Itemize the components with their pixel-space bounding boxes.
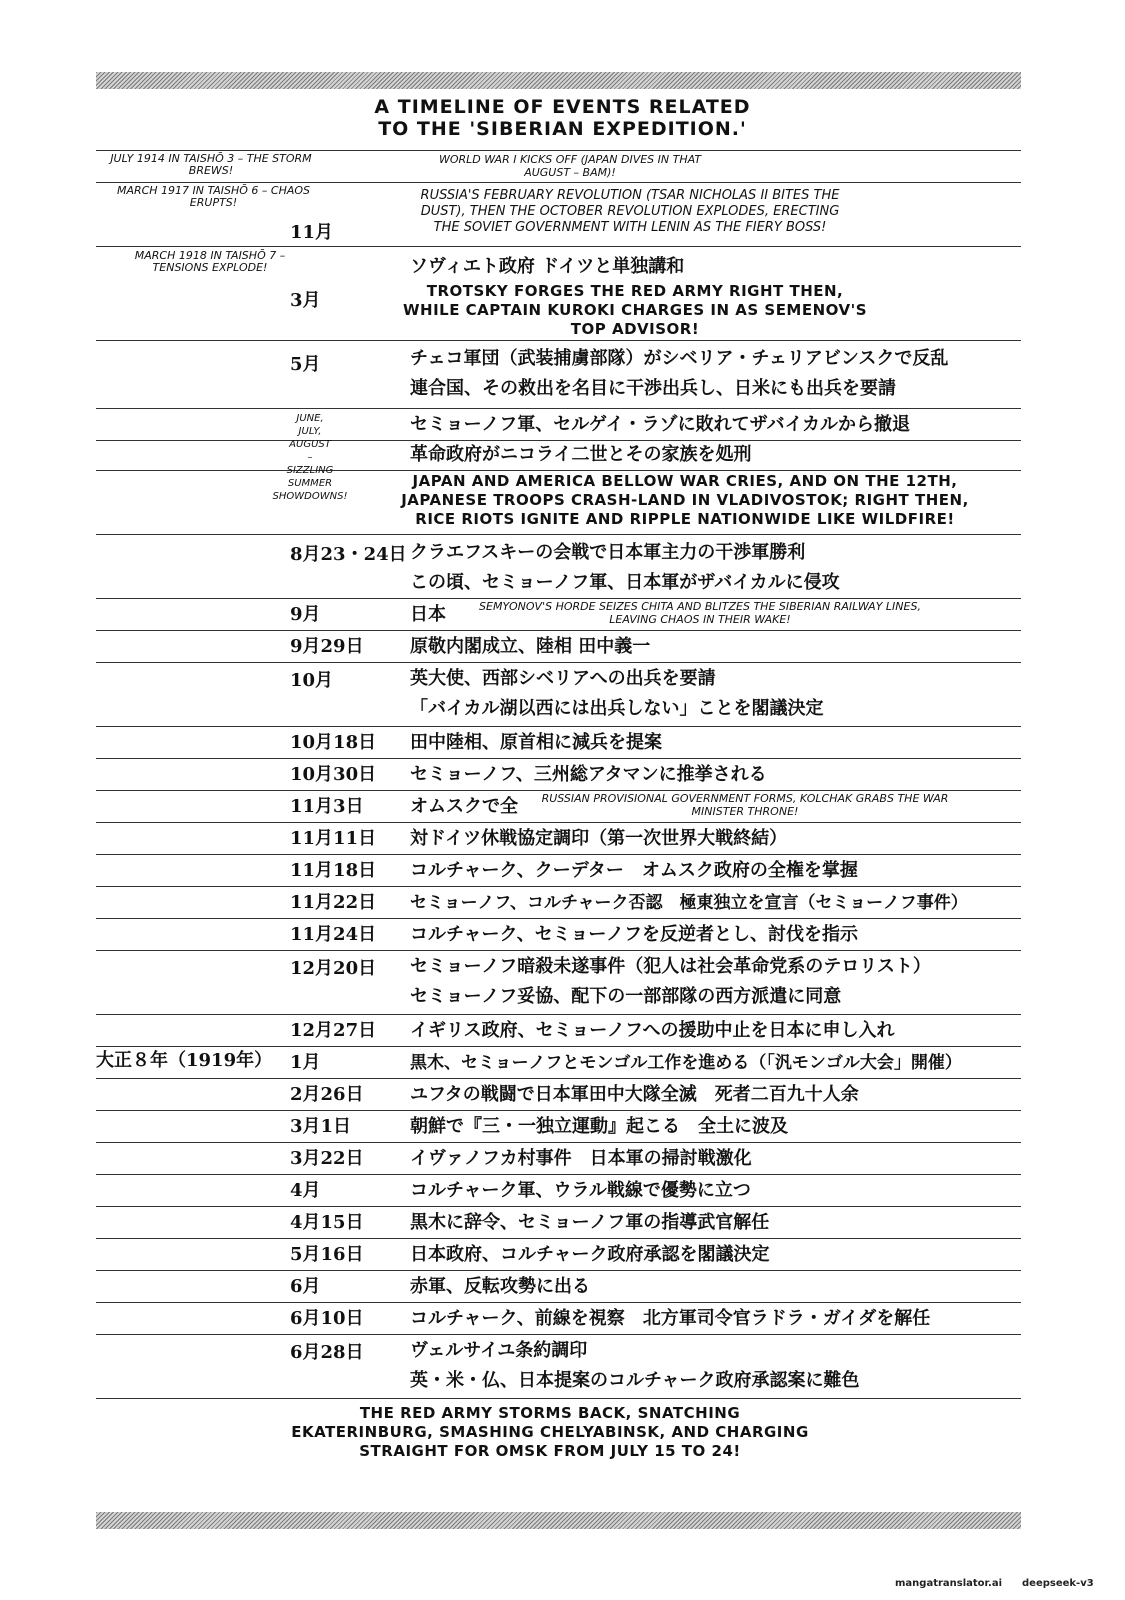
row-divider (96, 822, 1021, 823)
date-apr: 4月 (290, 1180, 321, 1201)
event-feb26: ユフタの戦闘で日本軍田中大隊全滅 死者二百九十人余 (410, 1084, 859, 1105)
date-may: 5月 (290, 354, 321, 375)
date-nov22: 11月22日 (290, 892, 377, 913)
era-1918: MARCH 1918 IN TAISHŌ 7 – TENSIONS EXPLODE! (134, 249, 286, 274)
date-apr15: 4月15日 (290, 1212, 364, 1233)
date-oct30: 10月30日 (290, 764, 377, 785)
row-divider (96, 790, 1021, 791)
event-nov11: 対ドイツ休戦協定調印（第一次世界大戦終結） (410, 828, 788, 849)
event-nov3-jp: オムスクで全 (410, 796, 518, 817)
event-tsar-execution: 革命政府がニコライ二世とその家族を処刑 (410, 444, 752, 465)
row-divider (96, 246, 1021, 247)
era-1914: JULY 1914 IN TAISHŌ 3 – THE STORM BREWS! (110, 152, 312, 177)
date-sep29: 9月29日 (290, 636, 364, 657)
top-decorative-band (96, 72, 1021, 89)
event-dec27: イギリス政府、セミョーノフへの援助中止を日本に申し入れ (410, 1020, 895, 1041)
event-apr15: 黒木に辞令、セミョーノフ軍の指導武官解任 (410, 1212, 770, 1233)
row-divider (96, 918, 1021, 919)
page-title-line-2: TO THE 'SIBERIAN EXPEDITION.' (378, 118, 747, 140)
row-divider (96, 1270, 1021, 1271)
event-jan: 黒木、セミョーノフとモンゴル工作を進める（「汎モンゴル大会」開催） (410, 1053, 962, 1073)
event-nov22: セミョーノフ、コルチャーク否認 極東独立を宣言（セミョーノフ事件） (410, 893, 968, 913)
date-may16: 5月16日 (290, 1244, 364, 1265)
date-nov24: 11月24日 (290, 924, 377, 945)
date-nov18: 11月18日 (290, 860, 377, 881)
row-divider (96, 1398, 1021, 1399)
event-mar1: 朝鮮で『三・一独立運動』起こる 全土に波及 (410, 1116, 788, 1137)
event-jun28: ヴェルサイユ条約調印 英・米・仏、日本提案のコルチャーク政府承認案に難色 (410, 1340, 860, 1391)
date-dec27: 12月27日 (290, 1020, 377, 1041)
page-title-line-1: A TIMELINE OF EVENTS RELATED (374, 96, 751, 118)
event-sep: SEMYONOV'S HORDE SEIZES CHITA AND BLITZES THE SIBERIAN RAILWAY LINES, LEAVING CHAOS IN THEIR WAKE! (479, 600, 921, 626)
row-divider (96, 340, 1021, 341)
row-divider (96, 1110, 1021, 1111)
event-may16: 日本政府、コルチャーク政府承認を閣議決定 (410, 1244, 770, 1265)
event-oct18: 田中陸相、原首相に減兵を提案 (410, 732, 662, 753)
date-nov11: 11月11日 (290, 828, 377, 849)
row-divider (96, 630, 1021, 631)
date-mar1: 3月1日 (290, 1116, 352, 1137)
row-divider (96, 726, 1021, 727)
event-revolution-1917: RUSSIA'S FEBRUARY REVOLUTION (TSAR NICHOLAS II BITES THE DUST), THEN THE OCTOBER REVOLUTION EXPLODES, ERECTING THE SOVIET GOVERNMENT WITH LENIN AS THE FIERY BOSS! (420, 188, 840, 235)
event-nov-peace: ソヴィエト政府 ドイツと単独講和 (410, 256, 685, 277)
event-aug: JAPAN AND AMERICA BELLOW WAR CRIES, AND ON THE 12TH, JAPANESE TROOPS CRASH-LAND IN VLADIVOSTOK; RIGHT THEN, RICE RIOTS IGNITE AND RIPPLE NATIONWIDE LIKE WILDFIRE! (401, 472, 969, 528)
row-divider (96, 662, 1021, 663)
event-oct: 英大使、西部シベリアへの出兵を要請 「バイカル湖以西には出兵しない」ことを閣議決定 (410, 668, 824, 719)
footer-site: mangatranslator.ai (895, 1578, 1003, 1589)
row-divider (96, 1302, 1021, 1303)
row-divider (96, 1078, 1021, 1079)
date-aug2324: 8月23・24日 (290, 544, 407, 565)
row-divider (96, 182, 1021, 183)
row-divider (96, 1206, 1021, 1207)
row-divider (96, 886, 1021, 887)
row-divider (96, 534, 1021, 535)
date-oct18: 10月18日 (290, 732, 377, 753)
date-sep: 9月 (290, 604, 321, 625)
date-mar: 3月 (290, 290, 321, 311)
row-divider (96, 408, 1021, 409)
event-mar22: イヴァノフカ村事件 日本軍の掃討戦激化 (410, 1148, 752, 1169)
row-divider (96, 1238, 1021, 1239)
event-jul: THE RED ARMY STORMS BACK, SNATCHING EKATERINBURG, SMASHING CHELYABINSK, AND CHARGING STRAIGHT FOR OMSK FROM JULY 15 TO 24! (291, 1404, 809, 1460)
row-divider (96, 950, 1021, 951)
date-oct: 10月 (290, 670, 334, 691)
date-jan: 1月 (290, 1052, 321, 1073)
event-ww1: WORLD WAR I KICKS OFF (JAPAN DIVES IN THAT AUGUST – BAM)! (438, 153, 702, 179)
row-divider (96, 758, 1021, 759)
date-dec20: 12月20日 (290, 958, 377, 979)
event-apr: コルチャーク軍、ウラル戦線で優勢に立つ (410, 1180, 751, 1201)
event-nov3: RUSSIAN PROVISIONAL GOVERNMENT FORMS, KOLCHAK GRABS THE WAR MINISTER THRONE! (541, 792, 949, 818)
row-divider (96, 470, 1021, 471)
row-divider (96, 1014, 1021, 1015)
event-oct30: セミョーノフ、三州総アタマンに推挙される (410, 764, 767, 785)
date-nov3: 11月3日 (290, 796, 364, 817)
event-nov18: コルチャーク、クーデター オムスク政府の全権を掌握 (410, 860, 858, 881)
row-divider (96, 150, 1021, 151)
era-summer: JUNE, JULY, AUGUST – SIZZLING SUMMER SHOWDOWNS! (272, 413, 348, 502)
date-mar22: 3月22日 (290, 1148, 364, 1169)
bottom-decorative-band (96, 1512, 1021, 1529)
event-sep-jp: 日本 (410, 604, 446, 625)
event-nov24: コルチャーク、セミョーノフを反逆者とし、討伐を指示 (410, 924, 859, 945)
date-nov: 11月 (290, 222, 334, 243)
event-aug2324: クラエフスキーの会戦で日本軍主力の干渉軍勝利 この頃、セミョーノフ軍、日本軍がザバイカルに侵攻 (410, 542, 840, 593)
row-divider (96, 1174, 1021, 1175)
row-divider (96, 1142, 1021, 1143)
date-jun28: 6月28日 (290, 1342, 364, 1363)
event-may: チェコ軍団（武装捕虜部隊）がシベリア・チェリアビンスクで反乱 連合国、その救出を名目に干渉出兵し、日米にも出兵を要請 (410, 348, 949, 399)
event-semenov-retreat: セミョーノフ軍、セルゲイ・ラゾに敗れてザバイカルから撤退 (410, 414, 911, 435)
event-dec20: セミョーノフ暗殺未遂事件（犯人は社会革命党系のテロリスト） セミョーノフ妥協、配下の一部部隊の西方派遣に同意 (410, 956, 931, 1007)
date-jun: 6月 (290, 1276, 321, 1297)
row-divider (96, 1046, 1021, 1047)
event-jun10: コルチャーク、前線を視察 北方軍司令官ラドラ・ガイダを解任 (410, 1308, 931, 1329)
year-1919: 大正８年（1919年） (96, 1050, 273, 1071)
event-sep29: 原敬内閣成立、陸相 田中義一 (410, 636, 651, 657)
event-mar: TROTSKY FORGES THE RED ARMY RIGHT THEN, WHILE CAPTAIN KUROKI CHARGES IN AS SEMENOV'S TOP ADVISOR! (402, 282, 868, 338)
date-feb26: 2月26日 (290, 1084, 364, 1105)
date-jun10: 6月10日 (290, 1308, 364, 1329)
row-divider (96, 1334, 1021, 1335)
footer-model: deepseek-v3 (1022, 1578, 1094, 1589)
event-jun: 赤軍、反転攻勢に出る (410, 1276, 590, 1297)
row-divider (96, 854, 1021, 855)
row-divider (96, 598, 1021, 599)
era-1917: MARCH 1917 IN TAISHŌ 6 – CHAOS ERUPTS! (116, 184, 311, 209)
